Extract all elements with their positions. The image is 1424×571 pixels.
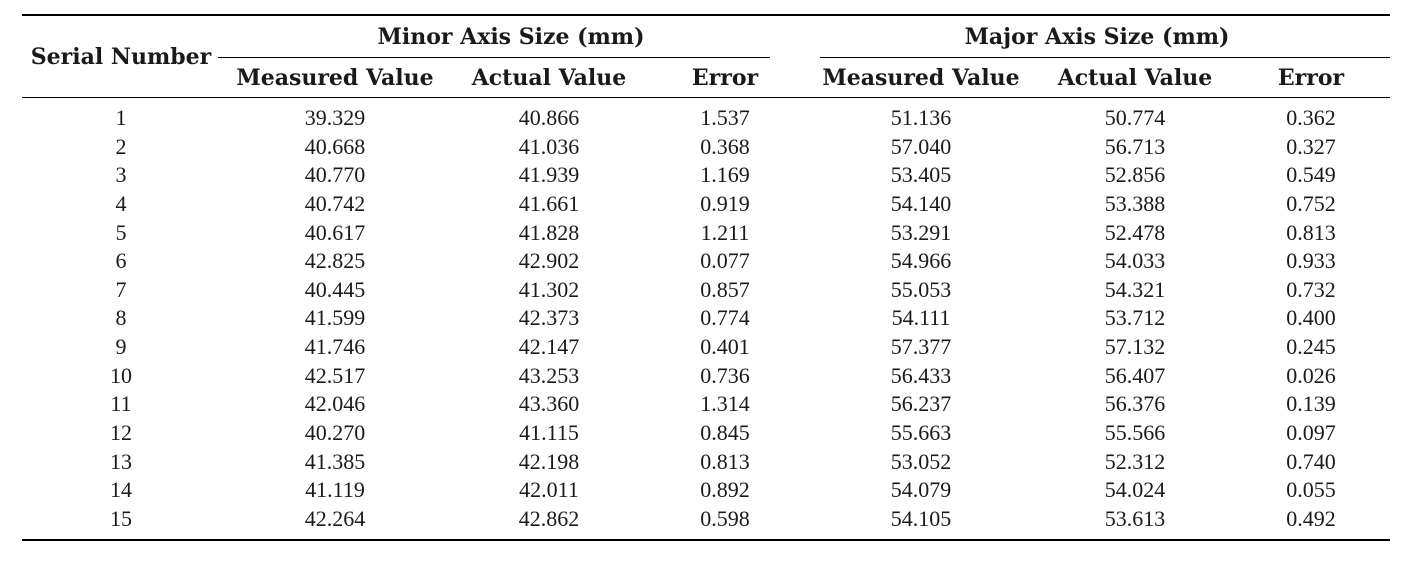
major-error-cell: 0.732 [1286, 276, 1336, 302]
minor-measured-cell: 42.046 [304, 391, 366, 417]
major-actual-cell: 56.407 [1104, 362, 1166, 388]
minor-actual-cell: 42.011 [519, 477, 579, 503]
major-actual-cell: 56.376 [1104, 391, 1166, 417]
major-measured-cell: 56.433 [890, 362, 952, 388]
minor-error-cell: 0.077 [700, 248, 750, 274]
minor-error-cell: 0.919 [700, 190, 750, 216]
major-actual-cell: 55.566 [1104, 420, 1166, 446]
minor-actual-cell: 41.828 [518, 219, 580, 245]
major-error-cell: 0.026 [1286, 362, 1336, 388]
serial-cell: 15 [110, 505, 132, 531]
major-error-cell: 0.097 [1286, 420, 1336, 446]
major-actual-cell: 50.774 [1104, 105, 1166, 130]
major-error-cell: 0.740 [1286, 448, 1336, 474]
major-measured-cell: 54.140 [890, 190, 952, 216]
major-measured-cell: 57.377 [890, 334, 952, 360]
minor-measured-cell: 41.746 [304, 334, 366, 360]
major-measured-cell: 53.405 [890, 162, 952, 188]
serial-cell: 11 [110, 391, 132, 417]
major-measured-cell: 55.663 [890, 420, 952, 446]
major-actual-cell: 54.321 [1104, 276, 1166, 302]
minor-actual-cell: 43.253 [518, 362, 580, 388]
major-error-cell: 0.245 [1286, 334, 1336, 360]
major-actual-cell: 54.033 [1104, 248, 1166, 274]
major-error-cell: 0.933 [1286, 248, 1336, 274]
major-actual-cell: 53.613 [1104, 505, 1166, 531]
minor-error-cell: 0.892 [700, 477, 750, 503]
minor-actual-cell: 42.147 [518, 334, 580, 360]
major-measured-cell: 54.105 [890, 505, 952, 531]
major-error-cell: 0.362 [1286, 105, 1336, 130]
serial-cell: 10 [110, 362, 132, 388]
major-axis-group-header: Major Axis Size (mm) [964, 24, 1230, 50]
bottom-rule [22, 539, 1390, 541]
minor-actual-cell: 42.373 [518, 305, 580, 331]
major-actual-cell: 53.388 [1104, 190, 1166, 216]
minor-error-cell: 0.813 [700, 448, 750, 474]
serial-cell: 4 [115, 190, 127, 216]
major-actual-cell: 56.713 [1104, 133, 1166, 159]
major-group-underline [820, 57, 1390, 58]
minor-measured-cell: 40.742 [304, 190, 366, 216]
major-error-cell: 0.813 [1286, 219, 1336, 245]
major-error-cell: 0.055 [1286, 477, 1336, 503]
minor-measured-cell: 40.270 [304, 420, 366, 446]
major-measured-cell: 55.053 [890, 276, 952, 302]
serial-cell: 13 [110, 448, 132, 474]
serial-cell: 7 [115, 276, 127, 302]
minor-error-cell: 0.368 [700, 133, 750, 159]
major-measured-cell: 51.136 [890, 105, 952, 130]
minor-actual-cell: 43.360 [518, 391, 580, 417]
major-measured-cell: 54.079 [890, 477, 952, 503]
minor-error-cell: 0.845 [700, 420, 750, 446]
major-measured-cell: 54.111 [891, 305, 951, 331]
minor-measured-cell: 42.517 [304, 362, 366, 388]
serial-cell: 5 [115, 219, 127, 245]
serial-cell: 1 [115, 105, 127, 130]
major-actual-cell: 57.132 [1104, 334, 1166, 360]
minor-error-cell: 0.857 [700, 276, 750, 302]
major-error-cell: 0.752 [1286, 190, 1336, 216]
minor-axis-group-header: Minor Axis Size (mm) [377, 24, 645, 50]
minor-measured-cell: 42.825 [304, 248, 366, 274]
minor-error-cell: 1.314 [700, 391, 750, 417]
major-actual-cell: 52.856 [1104, 162, 1166, 188]
minor-measured-cell: 40.770 [304, 162, 366, 188]
serial-cell: 3 [115, 162, 127, 188]
minor-actual-cell: 42.902 [518, 248, 580, 274]
header-mid-rule [22, 97, 1390, 98]
minor-actual-cell: 42.198 [518, 448, 580, 474]
serial-cell: 9 [115, 334, 127, 360]
serial-cell: 12 [110, 420, 132, 446]
minor-actual-cell: 41.302 [518, 276, 580, 302]
minor-actual-cell: 40.866 [518, 105, 580, 130]
minor-group-underline [218, 57, 770, 58]
major-error-cell: 0.549 [1286, 162, 1336, 188]
major-actual-cell: 52.312 [1104, 448, 1166, 474]
minor-measured-header: Measured Value [236, 65, 434, 91]
minor-actual-cell: 42.862 [518, 505, 580, 531]
minor-measured-cell: 41.119 [305, 477, 365, 503]
serial-number-header: Serial Number [30, 44, 212, 70]
major-error-cell: 0.400 [1286, 305, 1336, 331]
major-error-cell: 0.327 [1286, 133, 1336, 159]
top-rule [22, 14, 1390, 16]
major-error-cell: 0.139 [1286, 391, 1336, 417]
major-measured-cell: 53.052 [890, 448, 952, 474]
major-actual-header: Actual Value [1057, 65, 1213, 91]
minor-measured-cell: 41.599 [304, 305, 366, 331]
major-actual-cell: 52.478 [1104, 219, 1166, 245]
serial-cell: 14 [110, 477, 132, 503]
minor-measured-cell: 41.385 [304, 448, 366, 474]
minor-measured-cell: 40.445 [304, 276, 366, 302]
minor-actual-cell: 41.036 [518, 133, 580, 159]
minor-error-cell: 1.169 [700, 162, 750, 188]
minor-measured-cell: 39.329 [304, 105, 366, 130]
minor-actual-cell: 41.939 [518, 162, 580, 188]
minor-error-cell: 1.211 [700, 219, 750, 245]
major-measured-cell: 56.237 [890, 391, 952, 417]
minor-error-cell: 0.401 [700, 334, 750, 360]
minor-error-cell: 0.774 [700, 305, 750, 331]
serial-cell: 8 [115, 305, 127, 331]
serial-cell: 2 [115, 133, 127, 159]
major-measured-cell: 53.291 [890, 219, 952, 245]
minor-error-cell: 0.598 [700, 505, 750, 531]
minor-measured-cell: 40.668 [304, 133, 366, 159]
major-error-header: Error [1277, 65, 1345, 91]
minor-measured-cell: 40.617 [304, 219, 366, 245]
major-actual-cell: 54.024 [1104, 477, 1166, 503]
minor-measured-cell: 42.264 [304, 505, 366, 531]
minor-error-header: Error [691, 65, 759, 91]
minor-error-cell: 1.537 [700, 105, 750, 130]
major-measured-cell: 54.966 [890, 248, 952, 274]
major-error-cell: 0.492 [1286, 505, 1336, 531]
minor-actual-header: Actual Value [471, 65, 627, 91]
major-measured-cell: 57.040 [890, 133, 952, 159]
minor-error-cell: 0.736 [700, 362, 750, 388]
major-actual-cell: 53.712 [1104, 305, 1166, 331]
major-measured-header: Measured Value [822, 65, 1020, 91]
minor-actual-cell: 41.115 [519, 420, 579, 446]
serial-cell: 6 [115, 248, 127, 274]
minor-actual-cell: 41.661 [518, 190, 580, 216]
